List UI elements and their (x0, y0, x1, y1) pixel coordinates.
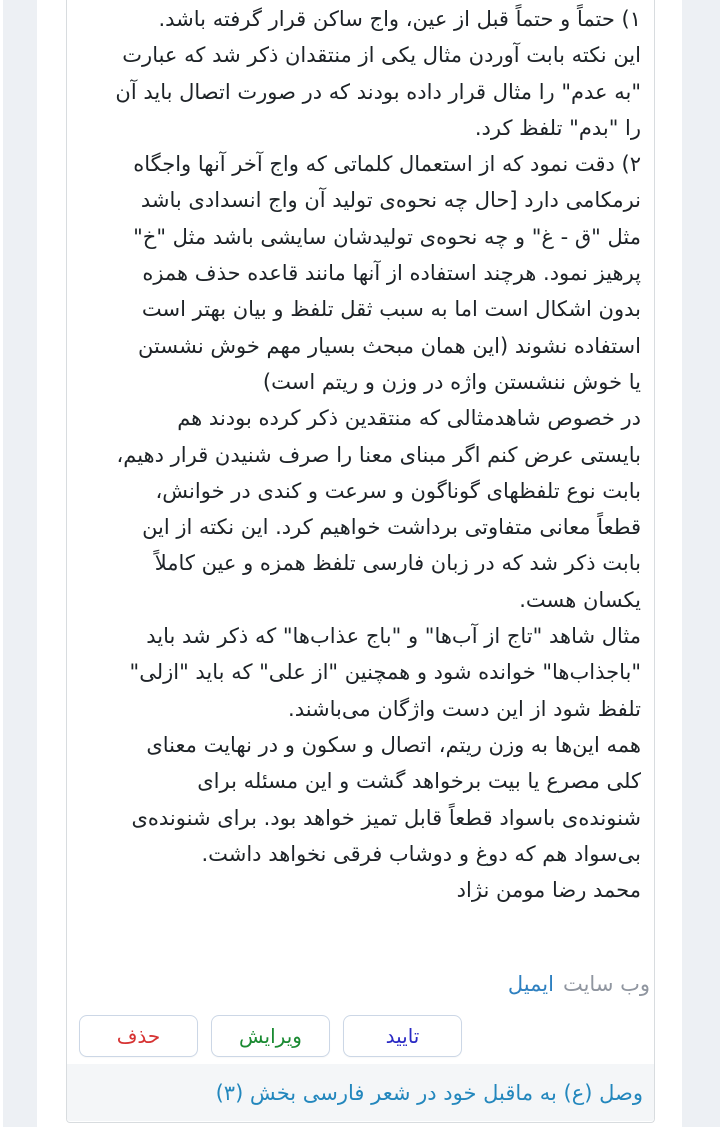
comment-card (66, 0, 655, 1123)
comment-text-line: پرهیز نمود. هرچند استفاده از آنها مانند قاعده حذف همزه (142, 261, 641, 286)
comment-text-line: بدون اشکال است اما به سبب ثقل تلفظ و بیان بهتر است (141, 297, 641, 322)
comment-actions (79, 1015, 654, 1057)
comment-text-line: مثال شاهد "تاج از آب‌ها" و "باج عذاب‌ها" که ذکر شد باید (146, 624, 641, 649)
delete-button[interactable]: حذف (79, 1015, 198, 1057)
post-title-link[interactable]: وصل (ع) به ماقبل خود در شعر فارسی بخش (۳) (215, 1080, 643, 1105)
comment-text-line: در خصوص شاهدمثالی که منتقدین ذکر کرده بودند هم (177, 406, 641, 431)
comment-text-line: بایستی عرض کنم اگر مبنای معنا را صرف شنیدن قرار دهیم، (116, 442, 641, 467)
approve-button[interactable]: تایید (343, 1015, 462, 1057)
email-link[interactable]: ایمیل (507, 972, 554, 997)
comment-text-line: ۱) حتماً و حتماً قبل از عین، واج ساکن قرار گرفته باشد. (158, 7, 641, 31)
comment-text-line: ۲) دقت نمود که از استعمال کلماتی که واج آخر آنها واجگاه (133, 152, 641, 177)
comment-text-line: قطعاً معانی متفاوتی برداشت خواهیم کرد. این نکته از این (142, 515, 641, 540)
comment-meta-row (67, 969, 654, 999)
comment-text-line: تلفظ شود از این دست واژگان می‌باشند. (288, 696, 641, 721)
comment-text-line: همه این‌ها به وزن ریتم، اتصال و سکون و در نهایت معنای (146, 732, 641, 757)
comment-text-line: استفاده نشوند (این همان مبحث بسیار مهم خوش نشستن (138, 333, 641, 358)
comment-text-line: این نکته بابت آوردن مثال یکی از منتقدان ذکر شد که عبارت (122, 43, 641, 68)
page-background-strip-right (682, 0, 720, 1127)
comment-text-line: بابت ذکر شد که در زبان فارسی تلفظ همزه و عین کاملاً (154, 551, 641, 576)
comment-text-line: کلی مصرع یا بیت برخواهد گشت و این مسئله برای (197, 769, 641, 794)
comment-text-line: یا خوش ننشستن واژه در وزن و ریتم است) (262, 369, 641, 394)
comment-text-line: مثل "ق - غ" و چه نحوه‌ی تولیدشان سایشی باشد مثل "خ" (133, 224, 641, 249)
comment-text-line: بی‌سواد هم که دوغ و دوشاب فرقی نخواهد داشت. (201, 841, 641, 866)
comment-text-line: "باجذاب‌ها" خوانده شود و همچنین "از علی" که باید "ازلی" (129, 660, 641, 685)
comment-text-line: نرمکامی دارد [حال چه نحوه‌ی تولید آن واج انسدادی باشد (140, 188, 641, 213)
comment-text-line: "به عدم" را مثال قرار داده بودند که در صورت اتصال باید آن (115, 79, 641, 104)
comment-text-line: شنونده‌ی باسواد قطعاً قابل تمیز خواهد بود. برای شنونده‌ی (131, 805, 641, 830)
comment-text-line: محمد رضا مومن نژاد (456, 878, 641, 903)
in-response-to-bar (67, 1064, 654, 1121)
comment-text-line: یکسان هست. (519, 587, 641, 612)
website-link[interactable]: وب سایت (562, 972, 650, 997)
page-background-strip-left (3, 0, 37, 1127)
comment-text-line: را "بدم" تلفظ کرد. (474, 115, 641, 140)
comment-text (67, 0, 654, 908)
comment-text-line: بابت نوع تلفظهای گوناگون و سرعت و کندی در خوانش، (155, 478, 641, 503)
edit-button[interactable]: ویرایش (211, 1015, 330, 1057)
